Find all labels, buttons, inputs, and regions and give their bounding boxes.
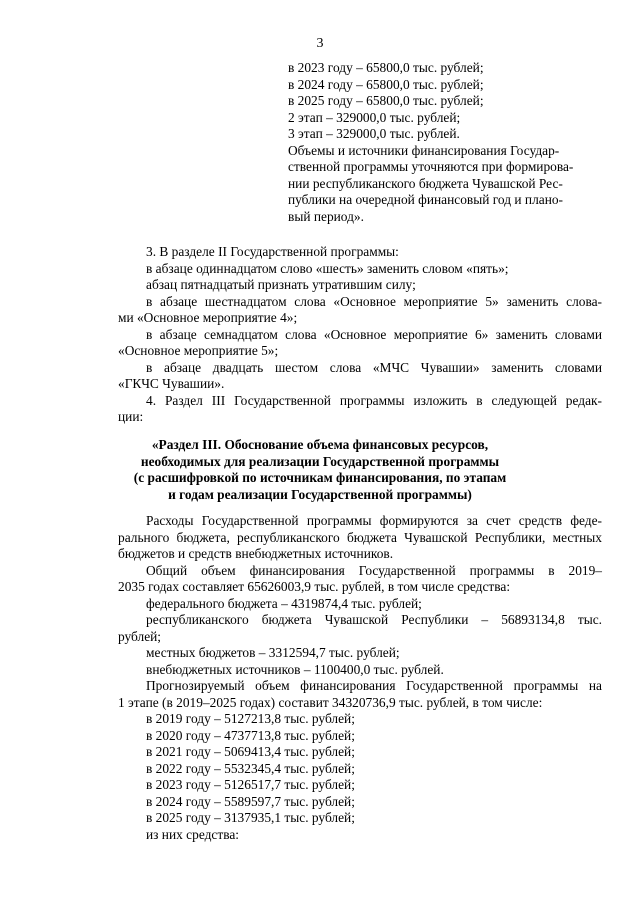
heading-line: «Раздел III. Обоснование объема финансовых ресурсов, [151, 437, 489, 452]
text-line: 2 этап – 329000,0 тыс. рублей; [288, 109, 461, 125]
text-line: рального бюджета, республиканского бюджета Чувашской Республики, местных [118, 529, 602, 545]
text-line: из них средства: [146, 826, 240, 842]
text-line: Расходы Государственной программы формируются за счет средств феде- [146, 513, 602, 528]
text-line: абзац пятнадцатый признать утратившим силу; [146, 277, 416, 292]
heading-line: необходимых для реализации Государственной программы [140, 453, 500, 469]
text-line: «Основное мероприятие 5»; [118, 343, 279, 358]
funding-schedule-block [288, 60, 574, 225]
text-line: местных бюджетов – 3312594,7 тыс. рублей; [146, 645, 400, 660]
text-line: в 2024 году – 65800,0 тыс. рублей; [288, 76, 484, 92]
text-line: в 2024 году – 5589597,7 тыс. рублей; [146, 793, 355, 809]
text-line: внебюджетных источников – 1100400,0 тыс. рублей. [146, 661, 444, 677]
text-line: в абзаце двадцать шестом слова «МЧС Чувашии» заменить словами [146, 359, 602, 375]
section-heading [0, 437, 640, 503]
text-line: в 2021 году – 5069413,4 тыс. рублей; [146, 744, 355, 759]
heading-line: и годам реализации Государственной программы) [168, 486, 472, 502]
text-line: 3 этап – 329000,0 тыс. рублей. [288, 126, 460, 141]
text-line: в абзаце одиннадцатом слово «шесть» заменить словом «пять»; [146, 260, 509, 276]
financing-block [118, 513, 602, 843]
text-line: в 2023 году – 5126517,7 тыс. рублей; [146, 777, 355, 792]
text-line: нии республиканского бюджета Чувашской Рес- [288, 175, 563, 191]
text-line: вый период». [288, 208, 364, 224]
text-line: публики на очередной финансовый год и плано- [288, 192, 564, 207]
amendments-block [118, 244, 602, 426]
text-line: рублей; [118, 628, 162, 644]
text-line: в абзаце семнадцатом слова «Основное мероприятие 6» заменить словами [146, 326, 602, 342]
text-line: «ГКЧС Чувашии». [118, 376, 225, 391]
text-line: в 2023 году – 65800,0 тыс. рублей; [288, 60, 484, 75]
text-line: в 2025 году – 65800,0 тыс. рублей; [288, 93, 484, 108]
text-line: федерального бюджета – 4319874,4 тыс. рублей; [146, 595, 422, 611]
text-line: в абзаце шестнадцатом слова «Основное мероприятие 5» заменить слова- [146, 293, 602, 309]
text-line: в 2019 году – 5127213,8 тыс. рублей; [146, 711, 355, 726]
text-line: ции: [118, 409, 144, 424]
text-line: Объемы и источники финансирования Государ- [288, 142, 560, 158]
page-number: 3 [316, 36, 324, 51]
text-line: в 2022 году – 5532345,4 тыс. рублей; [146, 760, 355, 776]
text-line: в 2025 году – 3137935,1 тыс. рублей; [146, 810, 355, 825]
text-line: бюджетов и средств внебюджетных источников. [118, 546, 394, 561]
text-line: 2035 годах составляет 65626003,9 тыс. рублей, в том числе средства: [118, 579, 511, 594]
text-line: ми «Основное мероприятие 4»; [118, 310, 298, 325]
text-line: Общий объем финансирования Государственной программы в 2019– [146, 562, 602, 578]
text-line: 4. Раздел III Государственной программы изложить в следующей редак- [146, 392, 602, 408]
text-line: Прогнозируемый объем финансирования Государственной программы на [146, 678, 602, 693]
heading-line: (с расшифровкой по источникам финансирования, по этапам [133, 470, 507, 486]
text-line: 1 этапе (в 2019–2025 годах) составит 34320736,9 тыс. рублей, в том числе: [118, 694, 543, 710]
text-line: ственной программы уточняются при формирова- [288, 159, 574, 174]
text-line: в 2020 году – 4737713,8 тыс. рублей; [146, 727, 355, 743]
text-line: 3. В разделе II Государственной программы: [146, 244, 399, 259]
text-line: республиканского бюджета Чувашской Республики – 56893134,8 тыс. [146, 612, 602, 627]
